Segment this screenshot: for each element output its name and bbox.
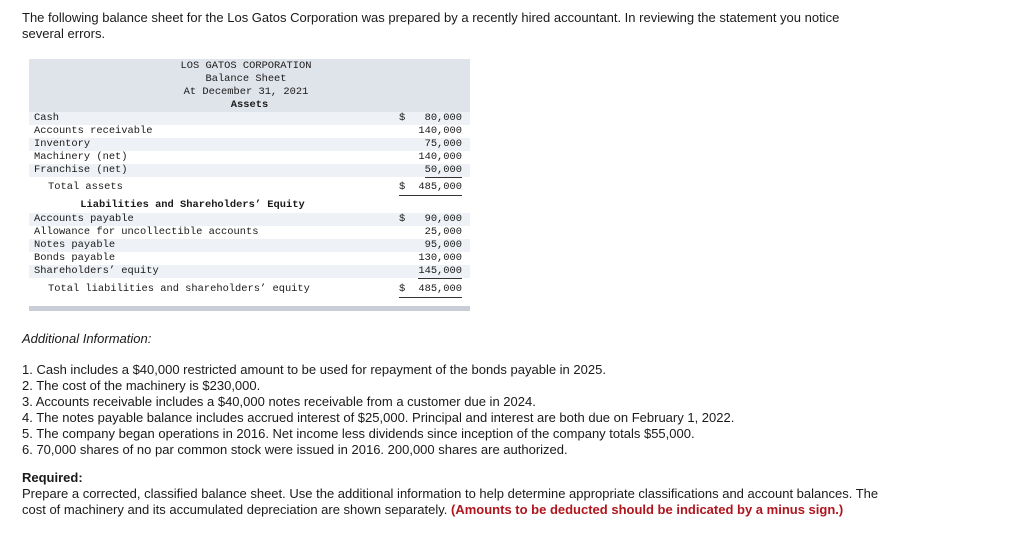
total-assets-row <box>29 181 470 194</box>
total-liabilities-currency: $ <box>399 283 406 295</box>
total-liabilities-amount: 485,000 <box>418 283 462 295</box>
row-label: Accounts receivable <box>34 125 153 137</box>
total-liabilities-label: Total liabilities and shareholders’ equity <box>48 283 310 295</box>
list-item: 5. The company began operations in 2016. Net income less dividends since inception of the company totals $55,000. <box>22 426 695 441</box>
row-amount: 90,000 <box>424 213 462 225</box>
statement-date: At December 31, 2021 <box>183 86 309 98</box>
row-amount: 25,000 <box>424 226 462 238</box>
total-liabilities-row <box>29 283 470 296</box>
list-item: 3. Accounts receivable includes a $40,000 notes receivable from a customer due in 2024. <box>22 394 536 409</box>
table-row <box>29 226 470 239</box>
additional-info-title: Additional Information: <box>22 331 152 346</box>
row-label: Allowance for uncollectible accounts <box>34 226 259 238</box>
table-row <box>29 239 470 252</box>
required-instructions <box>22 486 882 518</box>
assets-heading: Assets <box>230 99 269 111</box>
table-row <box>29 151 470 164</box>
required-title: Required: <box>22 470 83 485</box>
row-amount: 140,000 <box>418 125 462 137</box>
balance-sheet-footer-bar <box>29 306 470 311</box>
required-text: Prepare a corrected, classified balance sheet. Use the additional information to help determine appropriate classifications and account balances. The cost of machinery and its accumulated depreciation are shown separately. <box>22 486 879 517</box>
balance-sheet <box>29 59 470 311</box>
table-row <box>29 138 470 151</box>
row-label: Shareholders’ equity <box>34 265 159 277</box>
row-currency: $ <box>399 213 406 225</box>
liabilities-heading: Liabilities and Shareholders’ Equity <box>80 199 305 211</box>
table-row <box>29 213 470 226</box>
row-currency: $ <box>399 112 406 124</box>
row-amount: 140,000 <box>418 151 462 163</box>
list-item: 4. The notes payable balance includes accrued interest of $25,000. Principal and interest are both due on February 1, 2022. <box>22 410 735 425</box>
row-amount: 80,000 <box>424 112 462 124</box>
intro-text: The following balance sheet for the Los Gatos Corporation was prepared by a recently hired accountant. In reviewing the statement you notice several errors. <box>22 10 840 41</box>
row-amount: 50,000 <box>424 164 462 176</box>
total-liabilities-underline <box>399 297 462 298</box>
row-amount: 145,000 <box>418 265 462 277</box>
table-row <box>29 252 470 265</box>
table-row <box>29 164 470 177</box>
list-item: 1. Cash includes a $40,000 restricted amount to be used for repayment of the bonds payable in 2025. <box>22 362 606 377</box>
company-name: LOS GATOS CORPORATION <box>180 60 312 72</box>
row-amount: 130,000 <box>418 252 462 264</box>
total-assets-currency: $ <box>399 181 406 193</box>
row-amount: 75,000 <box>424 138 462 150</box>
table-row <box>29 112 470 125</box>
total-assets-amount: 485,000 <box>418 181 462 193</box>
total-assets-underline <box>399 195 462 196</box>
row-amount: 95,000 <box>424 239 462 251</box>
table-row <box>29 265 470 278</box>
statement-title: Balance Sheet <box>205 73 287 85</box>
required-emphasis: (Amounts to be deducted should be indicated by a minus sign.) <box>451 502 844 517</box>
row-label: Machinery (net) <box>34 151 128 163</box>
row-label: Franchise (net) <box>34 164 128 176</box>
total-assets-label: Total assets <box>48 181 123 193</box>
additional-info-list <box>22 362 734 458</box>
table-row <box>29 125 470 138</box>
row-label: Bonds payable <box>34 252 116 264</box>
list-item: 2. The cost of the machinery is $230,000. <box>22 378 261 393</box>
row-label: Cash <box>34 112 59 124</box>
row-label: Notes payable <box>34 239 116 251</box>
row-label: Inventory <box>34 138 91 150</box>
list-item: 6. 70,000 shares of no par common stock were issued in 2016. 200,000 shares are authorized. <box>22 442 568 457</box>
row-label: Accounts payable <box>34 213 134 225</box>
